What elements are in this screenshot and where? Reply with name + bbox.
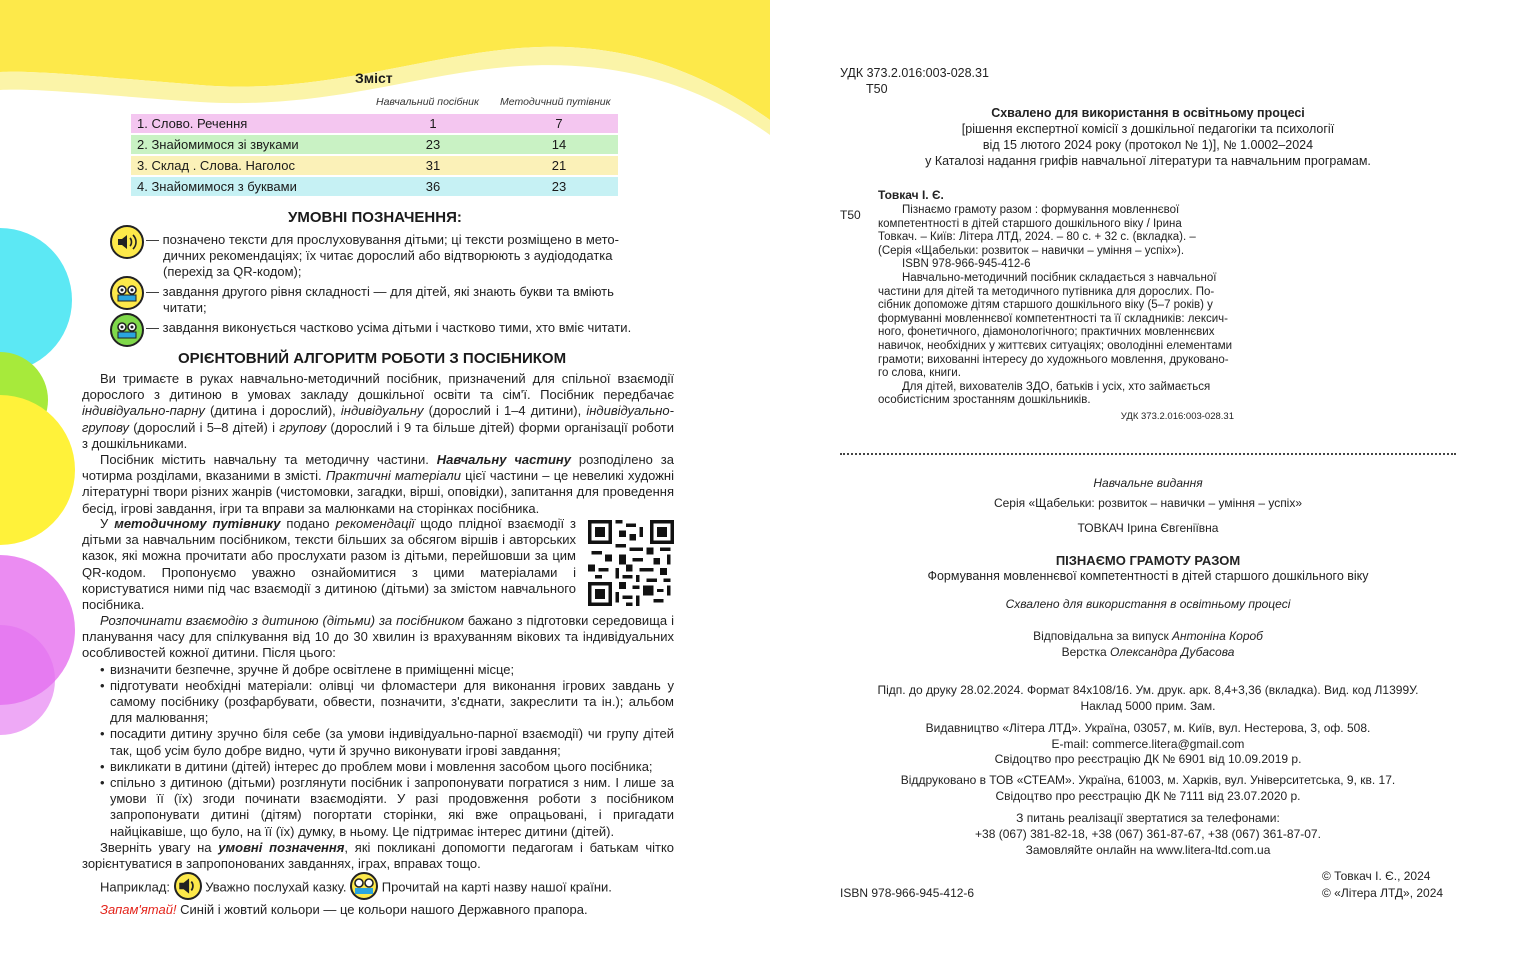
edition-type: Навчальне видання [1093,476,1203,490]
responsible-editor: Відповідальна за випуск Антоніна Короб [1033,629,1263,643]
toc-row-page-guide: 23 [551,179,567,194]
copyright-author: © Товкач І. Є., 2024 [1322,869,1431,883]
publisher-email[interactable]: E-mail: commerce.litera@gmail.com [1051,737,1245,751]
book-subtitle: Формування мовленнєвої компетентності в дітей старшого дошкільного віку [927,569,1369,583]
list-item: • визначити безпечне, зручне й добре освітлене в приміщенні місце; [102,662,674,678]
partial-reading-icon [110,313,144,347]
print-info-1: Підп. до друку 28.02.2024. Формат 84x108/16. Ум. друк. арк. 8,4+3,36 (вкладка). Вид. код Л1399У. [877,683,1419,697]
toc-row-page-textbook: 31 [425,158,441,173]
toc-row-page-textbook: 36 [425,179,441,194]
toc-row-page-guide: 7 [555,116,563,131]
toc-row-page-textbook: 23 [425,137,441,152]
catalog-card: Пізнаємо грамоту разом : формування мовленнєвої компетентності в дітей старшого дошкільного віку / Ірина Товкач. – Київ: Літера ЛТД, 2024. – 80 с. + 32 с. (вкладка). – (Серія «Щабельки: розвиток – навички – уміння – успіх»). ISBN 978-966-945-412-6 Навчально-методичний посібник складається з навчальної частини для дітей та методичного путівника для дорослих. По- сібник допоможе дітям старшого дошкільного віку (5–7 років) у формуванні мовленнєвої компетентності та її складників: лексич- ного, фонетичного, діамонологічного; практичних мовленнєвих навичок, необхідних у життєвих ситуаціях; оволодінні елементами грамоти; вихованні інтересу до художнього мовлення, друковано- го слова, книги. Для дітей, вихователів ЗДО, батьків і усіх, хто займається особистісним зростанням дошкільників. УДК 373.2.016:003-028.31 [878,204,1234,422]
toc-row-label: 3. Склад . Слова. Наголос [137,158,295,173]
publisher-address: Видавництво «Літера ЛТД». Україна, 03057, м. Київ, вул. Нестерова, 3, оф. 508. [925,721,1371,735]
paragraph-start: Розпочинати взаємодію з дитиною (дітьми) за посібником бажано з підготовки середовища і планування часу для спілкування від 10 до 30 хвилин із врахуванням вікових та індивідуальних особливостей кожної дитини. Після цього: [82,613,674,661]
series-name: Серія «Щабельки: розвиток – навички – уміння – успіх» [993,496,1303,510]
paragraph-forms: Ви тримаєте в руках навчально-методичний посібник, призначений для спільної взаємодії дорослого з дитиною в умовах закладу дошкільної освіти та сім'ї. Посібник передбачає індивідуально-парну (дитина і дорослий), індивідуальну (дорослий і 1–4 дитини), індивідуально-групову (дорослий і 5–8 дітей) і групову (дорослий і 9 та більше дітей) форми організації роботи з дошкільниками. [82,371,674,451]
toc-row[interactable] [131,177,618,196]
legend-item-1-line-2: дичних рекомендаціях; їх читає дорослий або відтворюють з аудіододатка [163,248,613,263]
list-item: • спільно з дитиною (дітьми) розглянути посібник і запропонувати погратися з ним. І лише за умови її (їх) згоди починати взаємодіяти. У разі продовження роботи з посібником запропонувати дитині (дітям) погортати сторінки, які вже опрацьовані, і пригадати найцікавіше, що було, на її (їх) думку, в ньому. Це підтримає інтерес дитини (дітей). [102,775,674,840]
layout-designer: Верстка Олександра Дубасова [1061,645,1235,659]
toc-row[interactable] [131,114,618,133]
steps-list [82,662,674,840]
remember-line [100,902,588,917]
sales-line-1: З питань реалізації звертатися за телефонами: [1016,811,1280,825]
legend-item-2-line-1: — завдання другого рівня складності — для дітей, які знають букви та вміють [146,284,614,299]
algorithm-title: ОРІЄНТОВНИЙ АЛГОРИТМ РОБОТИ З ПОСІБНИКОМ [178,350,567,367]
speaker-icon [174,872,202,900]
list-item: • підготувати необхідні матеріали: олівці чи фломастери для виконання ігрових завдань у самому посібнику (розфарбувати, обвести, позначити, з'єднати, закреслити та ін.); альбом для малювання; [102,678,674,727]
legend-title: УМОВНІ ПОЗНАЧЕННЯ: [288,209,462,226]
example-listen: Уважно послухай казку. [205,879,347,895]
remember-label: Запам'ятай! [100,902,177,917]
card-author: Товкач І. Є. [878,188,944,202]
legend-item-2-line-2: читати; [163,300,207,315]
book-title: ПІЗНАЄМО ГРАМОТУ РАЗОМ [1055,553,1241,568]
publisher-certificate: Свідоцтво про реєстрацію ДК № 6901 від 10.09.2019 р. [994,752,1302,766]
example-read: Прочитай на карті назву нашої країни. [381,879,612,895]
toc-row-page-guide: 14 [551,137,567,152]
cyan-circle [0,228,72,372]
toc-row-label: 1. Слово. Речення [137,116,248,131]
toc-row[interactable] [131,135,618,154]
list-item: • викликати в дитини (дітей) інтерес до проблем мови і мовлення засобом цього посібника; [102,759,674,775]
approved-line-3: у Каталозі надання грифів навчальної літератури та навчальним програмам. [925,154,1371,168]
paragraph-attention: Зверніть увагу на умовні позначення, які покликані допомогти педагогам і батькам чітко зорієнтуватися в запропонованих завданнях, іграх, вправах тощо. [82,839,675,872]
paragraph-guide: У методичному путівнику подано рекомендації щодо плідної взаємодії з дітьми за навчальним посібником, тексти більших за обсягом віршів і авторських казок, які можна прочитати або прослухати разом із дітьми, перейшовши за цим QR-кодом. Пропонуємо уважно ознайомитися з цими матеріалами і користуватися ними під час взаємодії з дитиною (дітьми) за змістом навчального посібника. [82,516,577,613]
reading-owls-icon [350,872,378,900]
approved-line-2: від 15 лютого 2024 року (протокол № 1)], № 1.0002–2024 [982,138,1314,152]
toc-row-page-guide: 21 [551,158,567,173]
legend-item-3-line-1: — завдання виконується частково усіма дітьми і частково тими, хто вміє читати. [146,320,632,335]
legend-item-1-line-1: — позначено тексти для прослуховування дітьми; ці тексти розміщено в мето- [146,232,619,247]
toc-row-page-textbook: 1 [429,116,437,131]
speaker-icon [110,225,144,259]
toc-row-label: 2. Знайомимося зі звуками [137,137,299,152]
approved-note: Схвалено для використання в освітньому процесі [1005,597,1291,611]
udk-code: УДК 373.2.016:003-028.31 [840,66,989,80]
sales-phones: +38 (067) 381-82-18, +38 (067) 361-87-67, +38 (067) 361-87-07. [975,827,1321,841]
remember-text: Синій і жовтий кольори — це кольори нашого Державного прапора. [176,902,588,917]
toc-row-label: 4. Знайомимося з буквами [137,179,297,194]
copyright-publisher: © «Літера ЛТД», 2024 [1322,886,1444,900]
toc-row[interactable] [131,156,618,175]
toc-col-guide: Методичний путівник [500,96,611,108]
legend-item-1-line-3: (перехід за QR-кодом); [163,264,302,279]
printer-address: Віддруковано в ТОВ «СТЕАМ». Україна, 61003, м. Харків, вул. Університетська, 9, кв. 17. [900,773,1396,787]
qr-code[interactable] [588,520,674,606]
toc-col-textbook: Навчальний посібник [376,96,479,108]
algorithm-intro [82,371,674,517]
reading-owls-icon [110,276,144,310]
yellow-circle [0,395,75,545]
print-info-2: Наклад 5000 прим. Зам. [1080,699,1216,713]
list-item: • посадити дитину зручно біля себе (за умови індивідуально-парної взаємодії) чи групу дітей так, щоб усім було добре видно, чути й зручно виконувати ігрові завдання; [102,726,674,758]
divider [840,453,1456,455]
sales-website[interactable]: Замовляйте онлайн на www.litera-ltd.com.ua [1025,843,1271,857]
example-line [100,874,612,902]
approved-title: Схвалено для використання в освітньому процесі [991,106,1305,120]
approved-line-1: [рішення експертної комісії з дошкільної педагогіки та психології [961,122,1335,136]
author-full: ТОВКАЧ Ірина Євгеніївна [1077,521,1219,535]
isbn: ISBN 978-966-945-412-6 [840,886,975,900]
printer-certificate: Свідоцтво про реєстрацію ДК № 7111 від 23.07.2020 р. [995,789,1301,803]
card-code: Т50 [840,208,861,222]
toc-title: Зміст [355,70,393,86]
catalog-code: Т50 [866,82,888,96]
example-label: Наприклад: [100,879,170,895]
paragraph-parts: Посібник містить навчальну та методичну частини. Навчальну частину розподілено за чотирма розділами, вказаними в змісті. Практичні матеріали цієї частини – це невеликі художні літературні твори різних жанрів (чистомовки, загадки, вірші, оповідки), запитання для проведення бесід, ігрові завдання, ігри та вправи за малюнками на сторінках посібника. [82,452,674,516]
algorithm-steps [82,613,674,872]
